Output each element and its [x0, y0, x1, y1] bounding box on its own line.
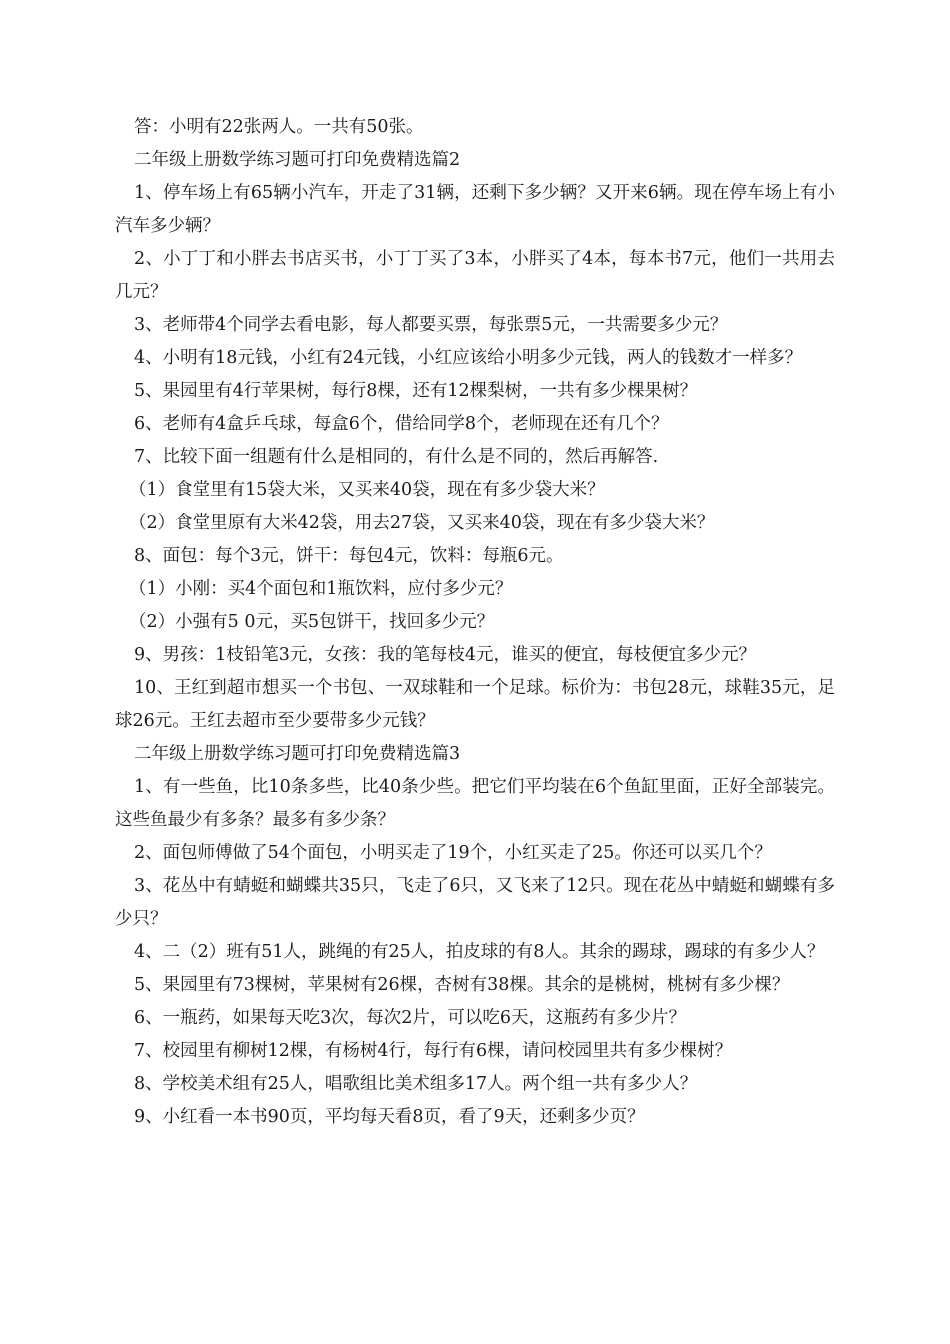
s2-question-4: 4、小明有18元钱，小红有24元钱，小红应该给小明多少元钱，两人的钱数才一样多？ — [134, 348, 803, 368]
s3-question-8: 8、学校美术组有25人，唱歌组比美术组多17人。两个组一共有多少人？ — [134, 1074, 698, 1094]
s2-question-7-sub-2: （2）食堂里原有大米42袋，用去27袋，又买来40袋，现在有多少袋大米？ — [129, 513, 715, 533]
s2-question-10: 10、王红到超市想买一个书包、一双球鞋和一个足球。标价为：书包28元，球鞋35元，足球26元。王红去超市至少要带多少元钱？ — [115, 678, 835, 731]
answer-line: 答：小明有22张两人。一共有50张。 — [134, 117, 424, 137]
s2-question-2: 2、小丁丁和小胖去书店买书，小丁丁买了3本，小胖买了4本，每本书7元，他们一共用去几元？ — [115, 249, 835, 302]
s2-question-9: 9、男孩：1枝铅笔3元，女孩：我的笔每枝4元，谁买的便宜，每枝便宜多少元？ — [134, 645, 757, 665]
s3-question-6: 6、一瓶药，如果每天吃3次，每次2片，可以吃6天，这瓶药有多少片？ — [134, 1008, 687, 1028]
s3-question-9: 9、小红看一本书90页，平均每天看8页，看了9天，还剩多少页？ — [134, 1107, 645, 1127]
s3-question-3: 3、花丛中有蜻蜓和蝴蝶共35只，飞走了6只，又飞来了12只。现在花丛中蜻蜓和蝴蝶有多少只？ — [115, 876, 835, 929]
s2-question-7: 7、比较下面一组题有什么是相同的，有什么是不同的，然后再解答. — [134, 447, 659, 467]
s3-question-1: 1、有一些鱼，比10条多些，比40条少些。把它们平均装在6个鱼缸里面，正好全部装完。这些鱼最少有多条？最多有多少条？ — [115, 777, 835, 830]
s3-question-5: 5、果园里有73棵树，苹果树有26棵，杏树有38棵。其余的是桃树，桃树有多少棵？ — [134, 975, 790, 995]
s3-question-2: 2、面包师傅做了54个面包，小明买走了19个，小红买走了25。你还可以买几个？ — [134, 843, 772, 863]
s2-question-3: 3、老师带4个同学去看电影，每人都要买票，每张票5元，一共需要多少元？ — [134, 315, 728, 335]
s2-question-5: 5、果园里有4行苹果树，每行8棵，还有12棵梨树，一共有多少棵果树？ — [134, 381, 698, 401]
section-3-title: 二年级上册数学练习题可打印免费精选篇3 — [134, 744, 461, 764]
s3-question-4: 4、二（2）班有51人，跳绳的有25人，拍皮球的有8人。其余的踢球，踢球的有多少人？ — [134, 942, 825, 962]
s3-question-7: 7、校园里有柳树12棵，有杨树4行，每行有6棵，请问校园里共有多少棵树？ — [134, 1041, 733, 1061]
section-2-title: 二年级上册数学练习题可打印免费精选篇2 — [134, 150, 461, 170]
s2-question-8-sub-2: （2）小强有5 0元，买5包饼干，找回多少元？ — [129, 612, 495, 632]
document-body — [115, 111, 835, 1134]
s2-question-1: 1、停车场上有65辆小汽车，开走了31辆，还剩下多少辆？又开来6辆。现在停车场上有小汽车多少辆？ — [115, 183, 835, 236]
s2-question-7-sub-1: （1）食堂里有15袋大米，又买来40袋，现在有多少袋大米？ — [129, 480, 605, 500]
s2-question-8: 8、面包：每个3元，饼干：每包4元，饮料：每瓶6元。 — [134, 546, 564, 566]
s2-question-8-sub-1: （1）小刚：买4个面包和1瓶饮料，应付多少元？ — [129, 579, 513, 599]
s2-question-6: 6、老师有4盒乒乓球，每盒6个，借给同学8个，老师现在还有几个？ — [134, 414, 669, 434]
